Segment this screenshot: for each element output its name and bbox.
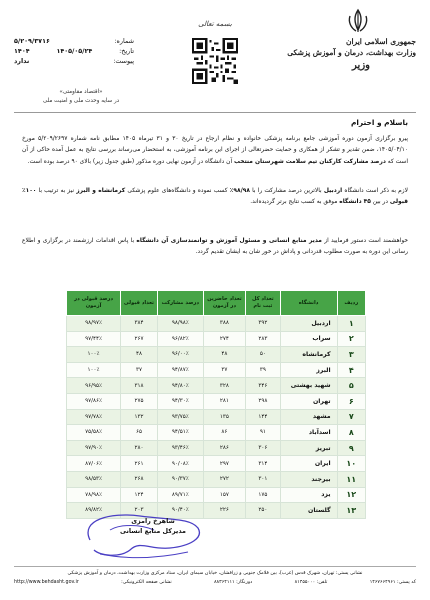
ministry-title — [266, 36, 416, 58]
p2-text-f: موفق به کسب نتایج برتر گردیده‌اند. — [250, 199, 338, 206]
paragraph-1 — [22, 134, 408, 168]
cell-rank: ۱ — [337, 316, 365, 332]
col-registered-header: تعداد کل ثبت نام — [246, 291, 280, 316]
p1-text-b: مطابق نامه شماره ۵/۲۰۹/۲۶۹۷ مورخ ۱۴۰۵/۰۴/۱۰، ضمن تقدیر و تشکر از همکاری و حمایت حضرتعالی از اجرای این — [22, 136, 408, 154]
cell-pass-rate: ۱۰۰٪ — [67, 362, 121, 378]
qr-code-icon — [192, 38, 238, 84]
paragraph-2 — [22, 186, 408, 209]
p2-bold-3: کرمانشاه و البرز — [76, 188, 126, 194]
table-row — [67, 425, 366, 441]
cell-attendees: ۲۸۶ — [203, 440, 245, 456]
cell-participation: ۹۴/۳۰٪ — [157, 393, 203, 409]
cell-rank: ۱۱ — [337, 471, 365, 487]
cell-passed: ۲۶۷ — [121, 331, 158, 347]
p2-text-c: کسب نموده و دانشگاه‌های علوم پزشکی — [127, 188, 228, 194]
footer-fax: دورنگار: ۸۸۳۶۴۱۱۱ — [213, 580, 253, 585]
header-divider — [14, 112, 416, 113]
cell-passed: ۱۳۲ — [121, 409, 158, 425]
paragraph-3 — [22, 236, 408, 259]
motto-line1: «اقتصاد مقاومتی» — [59, 89, 103, 95]
footer-website-link[interactable]: http://www.behdasht.gov.ir — [14, 580, 79, 585]
p1-text-a: پیرو برگزاری آزمون دوره آموزشی جامع برنامه پزشکی خانواده و نظام ارجاع در تاریخ ۳۰ و ۳۱ تیرماه ۱۴۰۵ — [122, 136, 409, 142]
meta-side-value: ۱۴۰۴ — [14, 47, 30, 55]
cell-attendees: ۲۸۱ — [203, 393, 245, 409]
results-table — [66, 290, 366, 519]
cell-rank: ۲ — [337, 331, 365, 347]
cell-rank: ۴ — [337, 362, 365, 378]
iran-emblem-icon — [344, 8, 372, 34]
signatory — [98, 516, 208, 536]
p2-text-b: بالاترین درصد مشارکت را با — [252, 188, 322, 194]
footer-divider — [14, 566, 416, 567]
cell-registered: ۳۴۶ — [246, 378, 280, 394]
p1-text-d: آن دانشگاه در آزمون نهایی دوره مذکور (طبق جدول زیر) بالای ۹۰ درصد بوده است. — [27, 158, 233, 165]
cell-passed: ۲۶۱ — [121, 456, 158, 472]
letter-meta — [14, 36, 134, 66]
table-row — [67, 393, 366, 409]
table-row — [67, 440, 366, 456]
meta-number-value: ۵/۲۰۹/۳۷۱۶ — [14, 37, 50, 45]
cell-university: یزد — [280, 487, 337, 503]
col-participation-header: درصد مشارکت — [157, 291, 203, 316]
cell-participation: ۹۰/۰۸٪ — [157, 456, 203, 472]
cell-attendees: ۳۸۸ — [203, 316, 245, 332]
cell-university: شهید بهشتی — [280, 378, 337, 394]
col-attendees-header: تعداد حاضرین در آزمون — [203, 291, 245, 316]
cell-registered: ۳۱۴ — [246, 456, 280, 472]
cell-rank: ۱۰ — [337, 456, 365, 472]
cell-attendees: ۳۷ — [203, 362, 245, 378]
cell-participation: ۹۴/۸۷٪ — [157, 362, 203, 378]
cell-attendees: ۲۷۴ — [203, 331, 245, 347]
cell-attendees: ۲۷۲ — [203, 471, 245, 487]
meta-date-value: ۱۴۰۵/۰۵/۲۴ — [56, 47, 93, 55]
salutation: باسلام و احترام — [350, 118, 408, 127]
cell-registered: ۱۴۴ — [246, 409, 280, 425]
cell-pass-rate: ۹۸/۹۷٪ — [67, 316, 121, 332]
cell-attendees: ۱۵۷ — [203, 487, 245, 503]
cell-participation: ۹۴/۸۰٪ — [157, 378, 203, 394]
cell-attendees: ۲۲۶ — [203, 503, 245, 519]
cell-pass-rate: ۹۸/۵۳٪ — [67, 471, 121, 487]
p3-text-b: با پاس اقدامات ارزشمند در برگزاری و اطلاع رسانی این دوره به صورت مطلوب قدردانی و پاداش در خور شان به ایشان تقدیم گردد. — [22, 238, 408, 256]
cell-participation: ۹۰/۳۷٪ — [157, 471, 203, 487]
cell-pass-rate: ۸۹/۸۲٪ — [67, 503, 121, 519]
cell-rank: ۶ — [337, 393, 365, 409]
basmala: بسمه تعالی — [198, 20, 232, 28]
cell-rank: ۷ — [337, 409, 365, 425]
p1-bold: درصد مشارکت کارکنان تیم سلامت شهرستان منتخب — [233, 158, 386, 165]
cell-rank: ۳ — [337, 347, 365, 363]
signatory-name: شاهرخ رامزی — [131, 517, 175, 525]
cell-pass-rate: ۹۶/۹۵٪ — [67, 378, 121, 394]
p2-bold-2: ۹۸/۹۸٪ — [229, 188, 250, 194]
cell-participation: ۹۰/۴۰٪ — [157, 503, 203, 519]
cell-attendees: ۱۳۵ — [203, 409, 245, 425]
cell-pass-rate: ۷۸/۹۸٪ — [67, 487, 121, 503]
footer-address: نشانی پستی: تهران، شهرک قدس (غرب)، بین فلامک جنوبی و زرافشان، خیابان سیمای ایران، ستاد مرکزی وزارت بهداشت، درمان و آموزش پزشکی — [67, 571, 363, 576]
meta-date — [14, 46, 134, 56]
cell-university: مشهد — [280, 409, 337, 425]
cell-passed: ۳۸۴ — [121, 316, 158, 332]
cell-registered: ۲۵۰ — [246, 503, 280, 519]
cell-pass-rate: ۹۷/۴۴٪ — [67, 331, 121, 347]
cell-university: سراب — [280, 331, 337, 347]
cell-registered: ۲۸۳ — [246, 331, 280, 347]
footer-website-label: نشانی صفحه الکترونیکی: — [121, 580, 172, 585]
cell-attendees: ۸۶ — [203, 425, 245, 441]
cell-passed: ۲۸۰ — [121, 440, 158, 456]
cell-rank: ۸ — [337, 425, 365, 441]
cell-rank: ۹ — [337, 440, 365, 456]
cell-attendees: ۳۲۸ — [203, 378, 245, 394]
p2-text-d: نیز به ترتیب با — [38, 188, 75, 194]
cell-participation: ۹۳/۴۶٪ — [157, 440, 203, 456]
cell-pass-rate: ۹۷/۹۰٪ — [67, 440, 121, 456]
motto-line2: در سایه وحدت ملی و امنیت ملی — [42, 98, 120, 104]
cell-registered: ۵۰ — [246, 347, 280, 363]
p2-text-a: لازم به ذکر است دانشگاه — [344, 188, 409, 194]
cell-university: اردبیل — [280, 316, 337, 332]
table-row — [67, 471, 366, 487]
cell-passed: ۲۰۳ — [121, 503, 158, 519]
cell-passed: ۶۵ — [121, 425, 158, 441]
cell-participation: ۹۸/۹۸٪ — [157, 316, 203, 332]
p2-text-e: در بین — [372, 199, 388, 206]
meta-attachment — [14, 56, 134, 66]
cell-participation: ۹۳/۷۵٪ — [157, 409, 203, 425]
p2-bold-4: ۱۰۰٪ قبولی — [22, 188, 408, 206]
p1-text-c: برنامه آموزشی، به استحضار می‌رساند بررسی نتایج به عمل آمده حاکی از آن است که — [22, 147, 408, 165]
table-row — [67, 316, 366, 332]
table-row — [67, 487, 366, 503]
table-row — [67, 347, 366, 363]
p3-bold: مدیر منابع انسانی و مسئول آموزش و توانمندسازی آن دانشگاه — [136, 238, 322, 244]
meta-number-label: شماره: — [114, 37, 134, 45]
table-row — [67, 362, 366, 378]
cell-registered: ۳۰۱ — [246, 471, 280, 487]
table-row — [67, 331, 366, 347]
motto — [26, 88, 136, 106]
cell-university: ایران — [280, 456, 337, 472]
col-passed-header: تعداد قبولی — [121, 291, 158, 316]
cell-attendees: ۴۸ — [203, 347, 245, 363]
cell-university: کرمانشاه — [280, 347, 337, 363]
cell-passed: ۱۲۴ — [121, 487, 158, 503]
cell-passed: ۳۷ — [121, 362, 158, 378]
cell-registered: ۳۹۲ — [246, 316, 280, 332]
cell-pass-rate: ۷۵/۵۸٪ — [67, 425, 121, 441]
cell-rank: ۱۲ — [337, 487, 365, 503]
meta-attachment-label: پیوست: — [113, 57, 134, 65]
col-university-header: دانشگاه — [280, 291, 337, 316]
footer-phone: تلفن: ۸۱۴۵۵۰۰۰ — [294, 580, 328, 585]
cell-rank: ۵ — [337, 378, 365, 394]
cell-registered: ۲۹۸ — [246, 393, 280, 409]
cell-attendees: ۲۹۷ — [203, 456, 245, 472]
cell-university: اسدآباد — [280, 425, 337, 441]
cell-participation: ۸۹/۷۱٪ — [157, 487, 203, 503]
p2-bold-5: ۴۵ دانشگاه — [339, 199, 371, 206]
cell-passed: ۳۱۸ — [121, 378, 158, 394]
ministry-line2: وزارت بهداشت، درمان و آموزش پزشکی — [287, 48, 416, 57]
cell-pass-rate: ۹۷/۷۸٪ — [67, 409, 121, 425]
cell-university: البرز — [280, 362, 337, 378]
cell-university: بیرجند — [280, 471, 337, 487]
meta-date-label: تاریخ: — [119, 47, 134, 55]
cell-passed: ۲۶۸ — [121, 471, 158, 487]
col-pass-rate-header: درصد قبولی در آزمون — [67, 291, 121, 316]
cell-registered: ۹۱ — [246, 425, 280, 441]
table-header-row — [67, 291, 366, 316]
table-row — [67, 378, 366, 394]
col-rank-header: ردیف — [337, 291, 365, 316]
cell-pass-rate: ۱۰۰٪ — [67, 347, 121, 363]
table-row — [67, 409, 366, 425]
minister-label: وزیر — [352, 60, 370, 71]
cell-participation: ۹۶/۰۰٪ — [157, 347, 203, 363]
footer-postal: کد پستی: ۱۴۶۷۶۶۴۹۶۱ — [369, 580, 416, 585]
cell-pass-rate: ۹۷/۸۶٪ — [67, 393, 121, 409]
cell-pass-rate: ۸۷/۰۶٪ — [67, 456, 121, 472]
cell-registered: ۳۰۶ — [246, 440, 280, 456]
cell-registered: ۱۷۵ — [246, 487, 280, 503]
ministry-line1: جمهوری اسلامی ایران — [345, 37, 416, 46]
footer-contacts — [14, 580, 416, 585]
cell-registered: ۳۹ — [246, 362, 280, 378]
signatory-title: مدیرکل منابع انسانی — [120, 527, 186, 535]
cell-rank: ۱۳ — [337, 503, 365, 519]
cell-passed: ۴۸ — [121, 347, 158, 363]
cell-university: تبریز — [280, 440, 337, 456]
cell-participation: ۹۴/۵۱٪ — [157, 425, 203, 441]
cell-participation: ۹۶/۸۲٪ — [157, 331, 203, 347]
p2-bold-1: اردبیل — [323, 188, 343, 194]
table-row — [67, 456, 366, 472]
p3-text-a: خواهشمند است دستور فرمایید از — [324, 238, 409, 244]
cell-university: تهران — [280, 393, 337, 409]
cell-passed: ۲۷۵ — [121, 393, 158, 409]
cell-university: گلستان — [280, 503, 337, 519]
meta-number — [14, 36, 134, 46]
meta-attachment-value: ندارد — [14, 57, 30, 65]
